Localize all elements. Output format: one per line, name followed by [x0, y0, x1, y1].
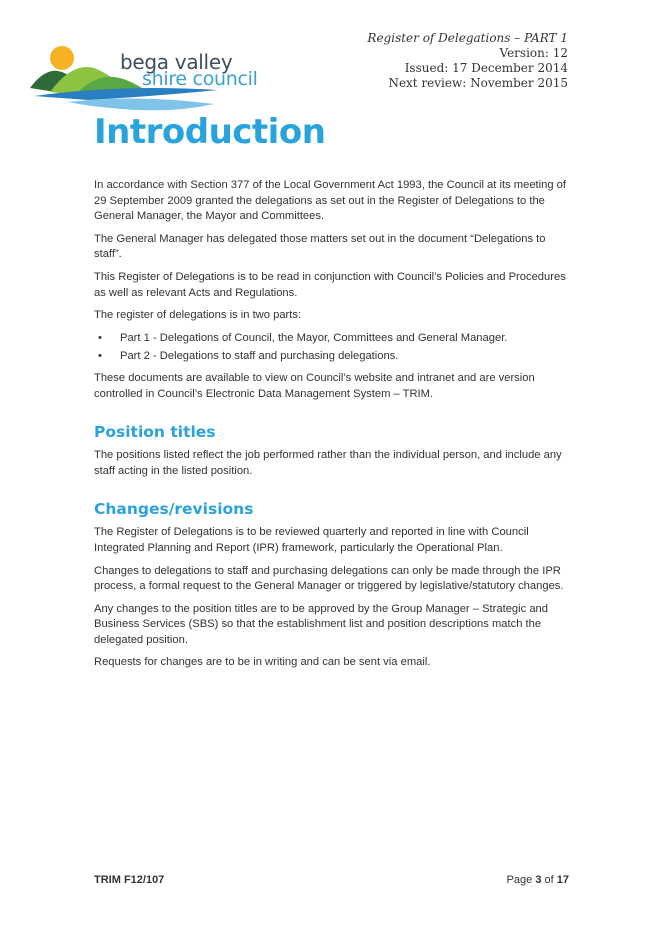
position-titles-paragraph: The positions listed reflect the job performed rather than the individual person, and include any staff acting in the listed position. [94, 449, 562, 477]
list-item-text: Part 2 - Delegations to staff and purchasing delegations. [120, 350, 399, 363]
trim-reference: TRIM F12/107 [94, 874, 165, 886]
list-item-text: Part 1 - Delegations of Council, the Mayor, Committees and General Manager. [120, 331, 508, 344]
council-logo [28, 38, 258, 116]
intro-paragraph-4: The register of delegations is in two parts: [94, 309, 302, 322]
bullet-icon: • [98, 350, 102, 363]
version-text: Version: 12 [499, 46, 568, 60]
section-heading-changes: Changes/revisions [94, 500, 254, 519]
page-number [507, 874, 569, 886]
changes-paragraph-3: Any changes to the position titles are to be approved by the Group Manager – Strategic and Business Services (SBS) so that the establishment list and position descriptions match the delegated position. [94, 602, 549, 646]
intro-paragraph-3: This Register of Delegations is to be read in conjunction with Council’s Policies and Procedures as well as relevant Acts and Regulations. [94, 270, 566, 299]
issued-date: Issued: 17 December 2014 [404, 61, 568, 75]
of-word: of [544, 874, 554, 886]
parts-list [94, 331, 572, 365]
intro-paragraph-5: These documents are available to view on Council’s website and intranet and are version controlled in Council’s Electronic Data Management System – TRIM. [94, 371, 535, 400]
changes-paragraph-4: Requests for changes are to be in writing and can be sent via email. [94, 656, 431, 669]
list-item [98, 349, 572, 365]
next-review-date: Next review: November 2015 [388, 76, 568, 90]
changes-paragraph-2: Changes to delegations to staff and purchasing delegations can only be made through the IPR process, a formal request to the General Manager or triggered by legislative/statutory changes. [94, 564, 564, 593]
page-word: Page [506, 874, 533, 886]
page-total: 17 [556, 874, 569, 886]
section-heading-position-titles: Position titles [94, 423, 216, 442]
changes-paragraph-1: The Register of Delegations is to be reviewed quarterly and reported in line with Council Integrated Planning and Report (IPR) framework, particularly the Operational Plan. [94, 526, 529, 554]
logo-text-line1: bega valley [120, 50, 233, 74]
page-current: 3 [535, 874, 542, 886]
page-title: Introduction [94, 112, 326, 152]
intro-paragraph-1: In accordance with Section 377 of the Local Government Act 1993, the Council at its meeting of 29 September 2009 granted the delegations as set out in the Register of Delegations to the General Manager, the Mayor and Committees. [94, 179, 567, 223]
bullet-icon: • [98, 331, 102, 344]
document-header-meta [367, 31, 568, 91]
logo-text-line2: shire council [142, 68, 258, 90]
document-body [94, 178, 572, 678]
intro-paragraph-2: The General Manager has delegated those matters set out in the document “Delegations to staff”. [94, 232, 546, 261]
list-item [98, 331, 572, 347]
register-title: Register of Delegations – PART 1 [367, 31, 568, 45]
